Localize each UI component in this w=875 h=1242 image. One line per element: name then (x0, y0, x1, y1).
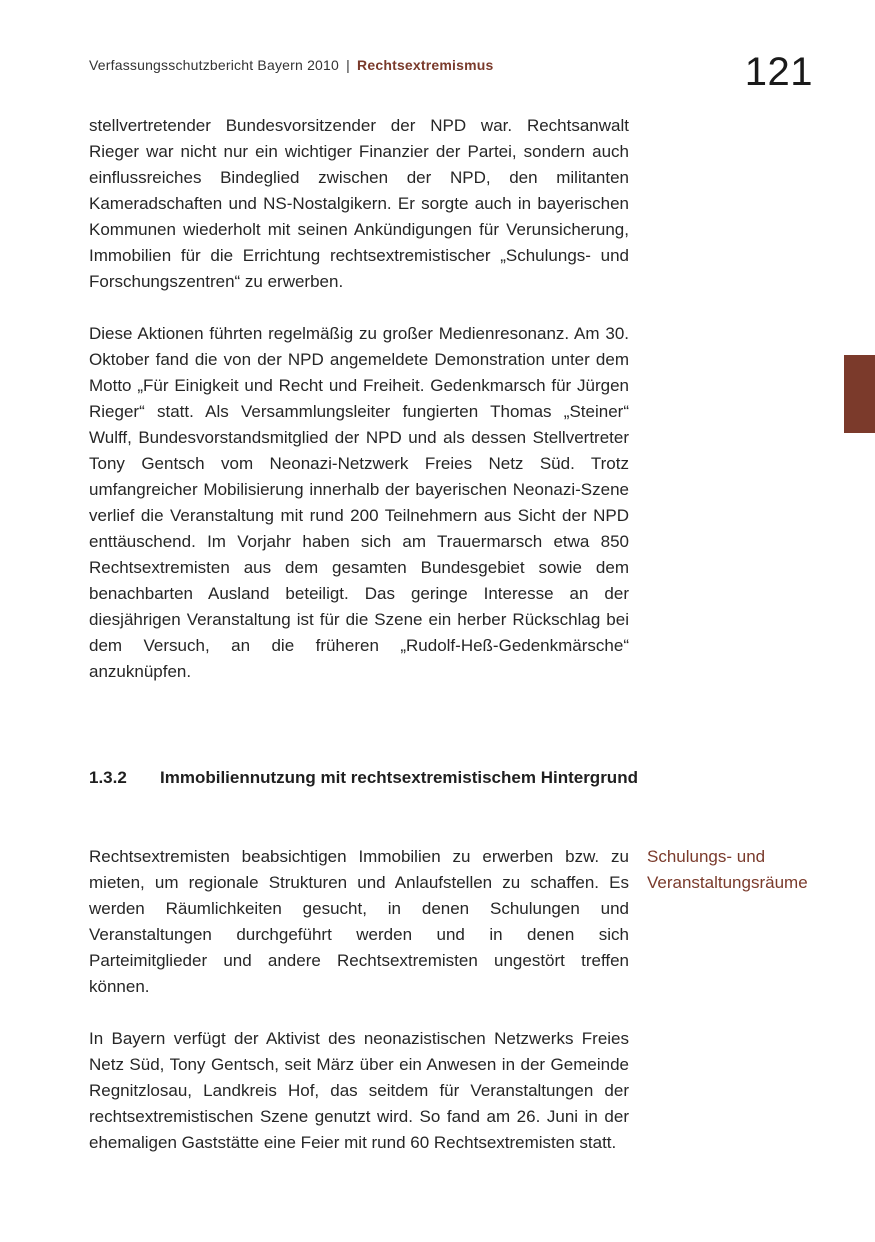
margin-note: Schulungs- und Veranstaltungsräume (647, 847, 808, 892)
paragraph-text: Diese Aktionen führten regelmäßig zu großer Medienresonanz. Am 30. Oktober fand die von der NPD angemeldete Demonstration unter dem Motto „Für Einigkeit und Recht und Freiheit. Gedenkmarsch für Jürgen Rieger“ statt. Als Versammlungsleiter fungierten Thomas „Steiner“ Wulff, Bundesvorstandsmitglied der NPD und als dessen Stellvertreter Tony Gentsch vom Neonazi-Netzwerk Freies Netz Süd. Trotz umfangreicher Mobilisierung innerhalb der bayerischen Neonazi-Szene verlief die Veranstaltung mit rund 200 Teilnehmern aus Sicht der NPD enttäuschend. Im Vorjahr haben sich am Trauermarsch etwa 850 Rechtsextremisten aus dem gesamten Bundesgebiet sowie dem benachbarten Ausland beteiligt. Das geringe Interesse an der diesjährigen Veranstaltung ist für die Szene ein herber Rückschlag bei dem Versuch, an die früheren „Rudolf-Heß-Gedenkmärsche“ anzuknüpfen. (89, 324, 629, 681)
paragraph-text: In Bayern verfügt der Aktivist des neonazistischen Netzwerks Freies Netz Süd, Tony Gentsch, seit März über ein Anwesen in der Gemeinde Regnitzlosau, Landkreis Hof, das seitdem für Veranstaltungen der rechtsextremistischen Szene genutzt wird. So fand am 26. Juni in der ehemaligen Gaststätte eine Feier mit rund 60 Rechtsextremisten statt. (89, 1029, 629, 1152)
paragraph-text: stellvertretender Bundesvorsitzender der NPD war. Rechtsanwalt Rieger war nicht nur ein wichtiger Finanzier der Partei, sondern auch einflussreiches Bindeglied zwischen der NPD, den militanten Kameradschaften und NS-Nostalgikern. Er sorgte auch in bayerischen Kommunen wiederholt mit seinen Ankündigungen für Verunsicherung, Immobilien für die Errichtung rechtsextremistischer „Schulungs- und Forschungszentren“ zu erwerben. (89, 116, 629, 291)
running-header (89, 57, 494, 73)
page-number: 121 (744, 50, 813, 94)
paragraph-text: Rechtsextremisten beabsichtigen Immobilien zu erwerben bzw. zu mieten, um regionale Strukturen und Anlaufstellen zu schaffen. Es werden Räumlichkeiten gesucht, in denen Schulungen und Veranstaltungen durchgeführt werden und in denen sich Parteimitglieder und andere Rechtsextremisten ungestört treffen können. (89, 847, 629, 996)
publication-title: Verfassungsschutzbericht Bayern 2010 (89, 57, 340, 73)
section-heading (89, 765, 649, 791)
section-number: 1.3.2 (89, 768, 127, 787)
chapter-tab-marker (844, 355, 875, 433)
body-paragraph-2 (89, 321, 629, 685)
section-name: Rechtsextremismus (357, 57, 494, 73)
body-paragraph-3 (89, 844, 629, 1000)
section-title: Immobiliennutzung mit rechtsextremistischem Hintergrund (160, 768, 638, 787)
header-separator: | (346, 57, 350, 73)
body-paragraph-4 (89, 1026, 629, 1156)
body-paragraph-1 (89, 113, 629, 295)
